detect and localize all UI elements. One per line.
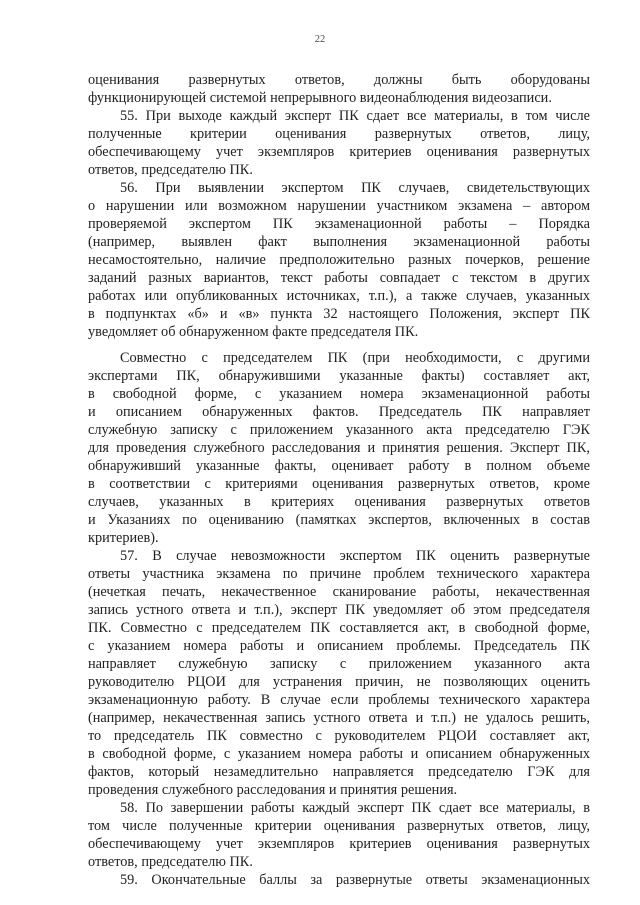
text-line: несамостоятельно, наличие предположительно разных почерков, решение bbox=[88, 252, 590, 268]
text-line: уведомляет об обнаруженном факте председателя ПК. bbox=[88, 324, 419, 340]
text-line: в соответствии с критериями оценивания развернутых ответов, кроме bbox=[88, 476, 590, 492]
text-line: оценивания развернутых ответов, должны быть оборудованы bbox=[88, 72, 590, 88]
text-line: о нарушении или возможном нарушении участником экзамена – автором bbox=[88, 198, 590, 214]
text-line: для проведения служебного расследования и принятия решения. Эксперт ПК, bbox=[88, 440, 590, 456]
text-line: функционирующей системой непрерывного видеонаблюдения видеозаписи. bbox=[88, 90, 552, 106]
text-line: в подпунктах «б» и «в» пункта 32 настоящего Положения, эксперт ПК bbox=[88, 306, 590, 322]
text-line: обнаруживший указанные факты, оценивает работу в полном объеме bbox=[88, 458, 590, 474]
text-line: руководителю РЦОИ для устранения причин, не позволяющих оценить bbox=[88, 674, 590, 690]
text-line: полученные критерии оценивания развернутых ответов, лицу, bbox=[88, 126, 590, 142]
text-line: 58. По завершении работы каждый эксперт ПК сдает все материалы, в bbox=[120, 800, 590, 816]
text-line: 56. При выявлении экспертом ПК случаев, свидетельствующих bbox=[120, 180, 590, 196]
text-line: 57. В случае невозможности экспертом ПК оценить развернутые bbox=[120, 548, 590, 564]
text-line: 55. При выходе каждый эксперт ПК сдает все материалы, в том числе bbox=[120, 108, 590, 124]
text-line: 59. Окончательные баллы за развернутые ответы экзаменационных bbox=[120, 872, 590, 888]
text-line: проверяемой экспертом ПК экзаменационной работы – Порядка bbox=[88, 216, 590, 232]
text-line: (например, выявлен факт выполнения экзаменационной работы bbox=[88, 234, 590, 250]
text-line: (нечеткая печать, некачественное сканирование работы, некачественная bbox=[88, 584, 590, 600]
text-line: запись устного ответа и т.п.), эксперт ПК уведомляет об этом председателя bbox=[88, 602, 590, 618]
text-line: проведения служебного расследования и принятия решения. bbox=[88, 782, 458, 798]
text-line: с указанием номера работы и описанием проблемы. Председатель ПК bbox=[88, 638, 590, 654]
text-line: ответов, председателю ПК. bbox=[88, 162, 253, 178]
text-line: экспертами ПК, обнаружившими указанные факты) составляет акт, bbox=[88, 368, 590, 384]
text-line: фактов, который незамедлительно направляется председателю ГЭК для bbox=[88, 764, 590, 780]
text-line: случаев, указанных в критериях оценивания развернутых ответов bbox=[88, 494, 590, 510]
text-line: и Указаниях по оцениванию (памятках экспертов, включенных в состав bbox=[88, 512, 590, 528]
text-line: (например, некачественная запись устного ответа и т.п.) не удалось решить, bbox=[88, 710, 590, 726]
text-line: критериев). bbox=[88, 530, 159, 546]
text-line: направляет служебную записку с приложением указанного акта bbox=[88, 656, 590, 672]
text-line: ПК. Совместно с председателем ПК составляется акт, в свободной форме, bbox=[88, 620, 590, 636]
text-line: работах или опубликованных источниках, т.п.), а также случаев, указанных bbox=[88, 288, 590, 304]
text-line: экзаменационную работу. В случае если проблемы технического характера bbox=[88, 692, 590, 708]
page-number: 22 bbox=[314, 34, 326, 45]
text-line: то председатель ПК совместно с руководителем РЦОИ составляет акт, bbox=[88, 728, 590, 744]
text-line: заданий разных вариантов, текст работы совпадает с текстом в других bbox=[88, 270, 590, 286]
text-line: Совместно с председателем ПК (при необходимости, с другими bbox=[120, 350, 590, 366]
text-line: служебную записку с приложением указанного акта председателю ГЭК bbox=[88, 422, 590, 438]
text-line: обеспечивающему учет экземпляров критериев оценивания развернутых bbox=[88, 144, 590, 160]
text-line: в свободной форме, с указанием номера экзаменационной работы bbox=[88, 386, 590, 402]
text-line: обеспечивающему учет экземпляров критериев оценивания развернутых bbox=[88, 836, 590, 852]
text-line: ответов, председателю ПК. bbox=[88, 854, 253, 870]
text-line: том числе полученные критерии оценивания развернутых ответов, лицу, bbox=[88, 818, 590, 834]
text-line: ответы участника экзамена по причине проблем технического характера bbox=[88, 566, 590, 582]
text-line: и описанием обнаруженных фактов. Председатель ПК направляет bbox=[88, 404, 590, 420]
text-line: в свободной форме, с указанием номера работы и описанием обнаруженных bbox=[88, 746, 590, 762]
